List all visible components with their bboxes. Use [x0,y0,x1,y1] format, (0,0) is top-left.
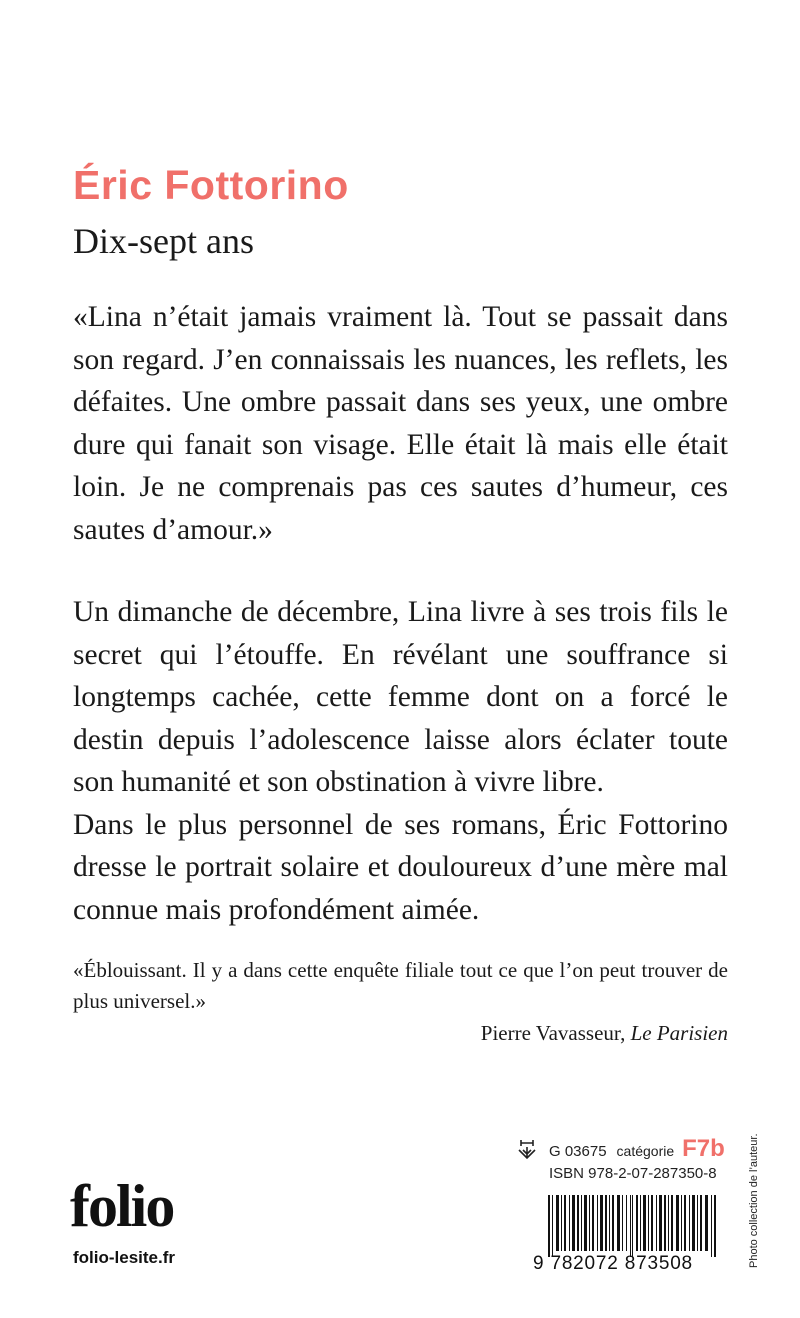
review-critic: Pierre Vavasseur, [480,1021,626,1045]
barcode [548,1195,718,1257]
book-title: Dix-sept ans [73,221,254,261]
excerpt-text: «Lina n’était jamais vraiment là. Tout se passait dans son regard. J’en connaissais les nuances, les reflets, les défaites. Une ombre passait dans ses yeux, une ombre dure qui fanait son visage. Elle était là mais elle était loin. Je ne comprenais pas ces sautes d’humeur, ces sautes d’amour.» [73,301,728,546]
review-publication: Le Parisien [630,1021,728,1045]
gallimard-emblem-icon [517,1138,537,1160]
publisher-website[interactable]: folio-lesite.fr [73,1248,176,1267]
category-code: F7b [682,1135,725,1162]
isbn: ISBN 978-2-07-287350-8 [549,1165,717,1182]
catalog-line [517,1134,725,1163]
folio-logo: folio [70,1173,174,1239]
excerpt-quote [73,296,728,551]
press-review: «Éblouissant. Il y a dans cette enquête filiale tout ce que l’on peut trouver de plus universel.» [73,958,728,1013]
category-label: catégorie [616,1143,675,1159]
review-source [481,1021,728,1046]
catalog-code: G 03675 [549,1143,607,1160]
summary-paragraph-2: Dans le plus personnel de ses romans, Éric Fottorino dresse le portrait solaire et douloureux d’une mère mal connue mais profondément aimée. [73,808,728,926]
summary-paragraph-1: Un dimanche de décembre, Lina livre à ses trois fils le secret qui l’étouffe. En révélant une souffrance si longtemps cachée, cette femme dont on a forcé le destin depuis l’adolescence laisse alors éclater toute son humanité et son obstination à vivre libre. [73,596,728,798]
barcode-digits: 9 782072 873508 [533,1253,693,1274]
photo-credit: Photo collection de l’auteur. [748,1133,760,1268]
book-description [73,591,728,931]
author-name: Éric Fottorino [73,162,349,208]
